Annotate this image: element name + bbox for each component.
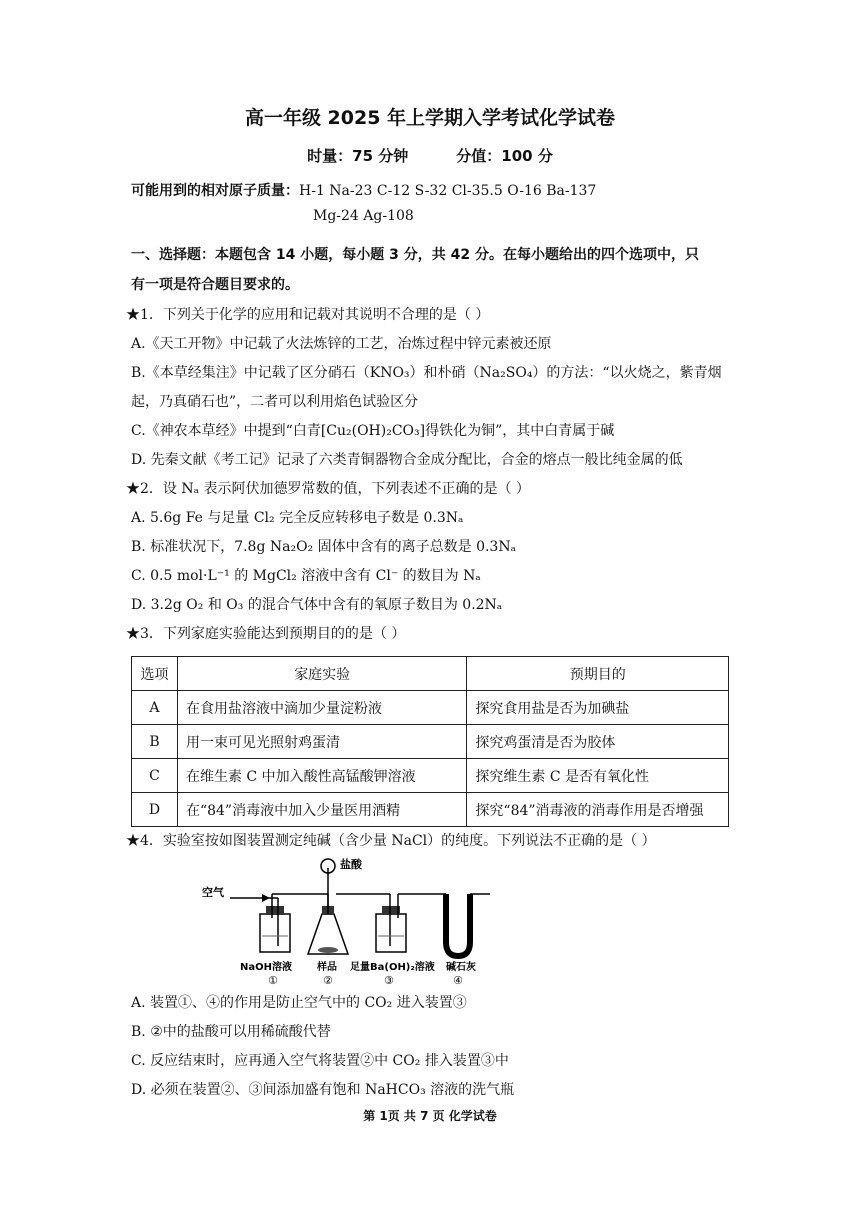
- soda-lime-label: 碱石灰: [446, 962, 476, 973]
- table-header-cell: 预期目的: [467, 657, 729, 691]
- q2-option-a: A. 5.6g Fe 与足量 Cl₂ 完全反应转移电子数是 0.3Nₐ: [131, 510, 464, 526]
- bottle-3: [376, 894, 406, 952]
- table-cell: 用一束可见光照射鸡蛋清: [177, 725, 466, 759]
- baoh-label: 足量Ba(OH)₂溶液: [350, 962, 435, 973]
- q2-stem: ★2．设 Nₐ 表示阿伏加德罗常数的值，下列表述不正确的是（ ）: [126, 481, 530, 497]
- air-label: 空气: [202, 886, 224, 899]
- exam-subtitle: [0, 145, 860, 166]
- table-row: [132, 793, 729, 827]
- table-cell: 在维生素 C 中加入酸性高锰酸钾溶液: [177, 759, 466, 793]
- u-tube-4: [446, 894, 490, 956]
- table-cell: 在食用盐溶液中滴加少量淀粉液: [177, 691, 466, 725]
- q4-option-a: A. 装置①、④的作用是防止空气中的 CO₂ 进入装置③: [131, 995, 467, 1011]
- star-icon: ★: [126, 481, 140, 497]
- table-cell: B: [132, 725, 178, 759]
- q4-option-d: D. 必须在装置②、③间添加盛有饱和 NaHCO₃ 溶液的洗气瓶: [131, 1082, 515, 1098]
- q1-option-c: C.《神农本草经》中提到“白青[Cu₂(OH)₂CO₃]得铁化为铜”，其中白青属于碱: [131, 423, 615, 439]
- table-row: [132, 691, 729, 725]
- bottle-1: [260, 898, 290, 952]
- table-header-row: [132, 657, 729, 691]
- table-cell: D: [132, 793, 178, 827]
- label-n2: ②: [323, 974, 333, 986]
- atomic-mass-values2: Mg-24 Ag-108: [313, 208, 414, 224]
- table-row: [132, 725, 729, 759]
- table-cell: 探究鸡蛋清是否为胶体: [467, 725, 729, 759]
- naoh-label: NaOH溶液: [240, 962, 292, 973]
- q1-option-b-line2: 起，乃真硝石也”，二者可以利用焰色试验区分: [131, 394, 419, 410]
- star-icon: ★: [126, 833, 140, 849]
- table-header-cell: 选项: [132, 657, 178, 691]
- section-heading-line1: 一、选择题：本题包含 14 小题，每小题 3 分，共 42 分。在每小题给出的四个选项中，只: [131, 247, 699, 263]
- q1-stem: ★1．下列关于化学的应用和记载对其说明不合理的是（ ）: [126, 307, 490, 323]
- sample-label: 样品: [317, 962, 337, 973]
- label-n1: ①: [268, 974, 278, 986]
- section-heading-line2: 有一项是符合题目要求的。: [131, 277, 299, 293]
- flask-2: [308, 859, 348, 954]
- label-n3: ③: [384, 974, 394, 986]
- label-n4: ④: [453, 974, 463, 986]
- table-row: [132, 759, 729, 793]
- q2-option-d: D. 3.2g O₂ 和 O₃ 的混合气体中含有的氧原子数目为 0.2Nₐ: [131, 597, 503, 613]
- star-icon: ★: [126, 626, 140, 642]
- page-footer: 第 1页 共 7 页 化学试卷: [363, 1109, 497, 1123]
- table-cell: 探究维生素 C 是否有氧化性: [467, 759, 729, 793]
- table-cell: 探究“84”消毒液的消毒作用是否增强: [467, 793, 729, 827]
- arrow-icon: [262, 894, 270, 902]
- q4-option-c: C. 反应结束时，应再通入空气将装置②中 CO₂ 排入装置③中: [131, 1053, 509, 1069]
- q4-stem: ★4．实验室按如图装置测定纯碱（含少量 NaCl）的纯度。下列说法不正确的是（ ）: [126, 833, 656, 849]
- table-header-cell: 家庭实验: [177, 657, 466, 691]
- table-cell: 在“84”消毒液中加入少量医用酒精: [177, 793, 466, 827]
- q2-option-c: C. 0.5 mol·L⁻¹ 的 MgCl₂ 溶液中含有 Cl⁻ 的数目为 Nₐ: [131, 568, 481, 584]
- acid-label: 盐酸: [340, 858, 362, 871]
- table-cell: A: [132, 691, 178, 725]
- star-icon: ★: [126, 307, 140, 323]
- table-cell: 探究食用盐是否为加碘盐: [467, 691, 729, 725]
- exam-time: 时量：75 分钟: [307, 147, 409, 165]
- atomic-mass-values1: H-1 Na-23 C-12 S-32 Cl-35.5 O-16 Ba-137: [299, 183, 597, 199]
- atomic-mass-line1: [131, 180, 596, 200]
- q3-table: [131, 656, 729, 827]
- exam-score: 分值：100 分: [456, 147, 553, 165]
- q1-option-a: A.《天工开物》中记载了火法炼锌的工艺，冶炼过程中锌元素被还原: [131, 336, 552, 352]
- q3-stem: ★3．下列家庭实验能达到预期目的的是（ ）: [126, 626, 406, 642]
- exam-title: 高一年级 2025 年上学期入学考试化学试卷: [244, 107, 616, 129]
- atomic-mass-label: 可能用到的相对原子质量：: [131, 183, 299, 199]
- table-cell: C: [132, 759, 178, 793]
- q2-option-b: B. 标准状况下，7.8g Na₂O₂ 固体中含有的离子总数是 0.3Nₐ: [131, 539, 516, 555]
- q1-option-b-line1: B.《本草经集注》中记载了区分硝石（KNO₃）和朴硝（Na₂SO₄）的方法：“以火烧之，紫青烟: [131, 365, 722, 381]
- apparatus-diagram: [200, 856, 500, 986]
- q4-option-b: B. ②中的盐酸可以用稀硫酸代替: [131, 1024, 331, 1040]
- q1-option-d: D. 先秦文献《考工记》记录了六类青铜器物合金成分配比，合金的熔点一般比纯金属的低: [131, 452, 683, 468]
